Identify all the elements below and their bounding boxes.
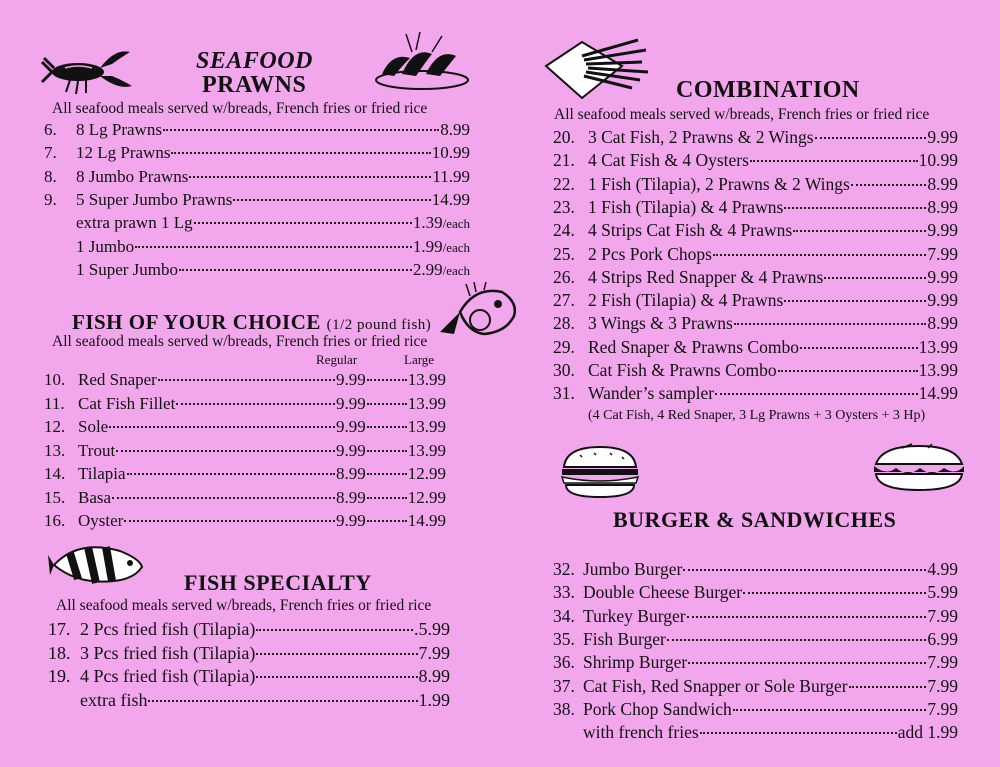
item-price <box>927 606 958 627</box>
dot-leader <box>256 629 413 631</box>
item-name: Shrimp Burger <box>583 652 688 673</box>
combination-item <box>553 383 958 406</box>
item-number: 25. <box>553 243 575 264</box>
price-value: 7.99 <box>927 675 958 696</box>
price-value: 9.99 <box>927 127 958 147</box>
combination-item <box>553 313 958 336</box>
combination-item <box>553 174 958 197</box>
price-value: 13.99 <box>918 360 958 380</box>
price-value: 7.99 <box>927 698 958 719</box>
lobster-icon <box>40 38 135 98</box>
price-regular: 9.99 <box>336 370 366 389</box>
item-number: 34. <box>553 605 575 626</box>
burgers-title: BURGER & SANDWICHES <box>613 507 897 532</box>
price-value: 8.99 <box>927 313 958 334</box>
item-price <box>919 337 958 358</box>
item-price <box>927 267 958 288</box>
item-name: Jumbo Burger <box>583 559 683 579</box>
item-price <box>927 313 958 334</box>
item-number: 36. <box>553 652 575 673</box>
dot-leader <box>733 709 927 711</box>
item-name: 4 Strips Red Snapper & 4 Prawns <box>588 266 824 287</box>
item-price <box>919 150 958 171</box>
burger-item <box>553 676 958 699</box>
item-number: 19. <box>48 666 71 686</box>
price-value: 8.99 <box>927 196 958 217</box>
item-name: 3 Wings & 3 Prawns <box>588 313 733 334</box>
price-value: .5.99 <box>414 619 450 639</box>
item-price <box>413 260 470 280</box>
item-number: 33. <box>553 582 575 603</box>
price-regular: 9.99 <box>336 440 366 460</box>
item-number: 14. <box>44 464 66 483</box>
price-value: 14.99 <box>918 383 958 404</box>
dot-leader <box>127 473 335 475</box>
price-unit: /each <box>442 239 470 255</box>
item-name: 1 Fish (Tilapia), 2 Prawns & 2 Wings <box>588 173 850 194</box>
price-value: 8.99 <box>440 120 470 139</box>
item-number: 35. <box>553 628 575 649</box>
price-value: 8.99 <box>418 666 450 686</box>
item-number: 23. <box>553 196 575 217</box>
fish-choice-item <box>44 417 446 440</box>
price-value: 1.99 <box>412 236 443 256</box>
item-name: 4 Pcs fried fish (Tilapia) <box>80 666 256 686</box>
item-number: 16. <box>44 511 66 530</box>
item-price <box>414 619 450 640</box>
dot-leader <box>171 152 430 154</box>
fish-choice-item <box>44 370 446 393</box>
item-number: 21. <box>553 150 575 171</box>
dot-leader <box>176 403 335 405</box>
price-large: 13.99 <box>407 370 446 389</box>
fish-choice-note: All seafood meals served w/breads, French fries or fried rice <box>52 333 428 350</box>
item-number: 20. <box>553 127 575 147</box>
item-name: Cat Fish & Prawns Combo <box>588 360 777 380</box>
combination-item <box>553 337 958 360</box>
item-number: 31. <box>553 383 575 404</box>
item-name: 1 Jumbo <box>76 236 135 256</box>
price-unit: /each <box>442 262 470 278</box>
dot-leader <box>734 323 927 325</box>
combination-note: All seafood meals served w/breads, French fries or fried rice <box>554 106 930 123</box>
dot-leader <box>778 370 918 372</box>
dot-leader <box>667 639 927 641</box>
dot-leader <box>367 450 407 452</box>
dot-leader <box>148 700 417 702</box>
item-number: 8. <box>44 166 57 186</box>
item-number: 32. <box>553 559 575 579</box>
dot-leader <box>700 732 897 734</box>
combination-title: COMBINATION <box>676 77 860 103</box>
dot-leader <box>784 300 926 302</box>
item-name: Trout <box>78 440 116 460</box>
price-value: 1.99 <box>418 689 450 710</box>
item-name: Cat Fish, Red Snapper or Sole Burger <box>583 675 848 696</box>
item-name: with french fries <box>583 722 699 743</box>
dot-leader <box>713 254 926 256</box>
price-value: 9.99 <box>927 220 958 241</box>
fish-choice-title: FISH OF YOUR CHOICE <box>72 310 321 334</box>
fish-choice-heading <box>72 310 431 335</box>
fish-specialty-item <box>48 643 450 666</box>
price-value: 11.99 <box>432 166 470 186</box>
item-price <box>927 559 958 580</box>
fish-specialty-note: All seafood meals served w/breads, French fries or fried rice <box>56 597 432 614</box>
item-price <box>927 652 958 673</box>
dot-leader <box>800 347 918 349</box>
item-number: 15. <box>44 487 66 507</box>
item-name: Wander’s sampler <box>588 383 715 404</box>
prawns-title: PRAWNS <box>202 72 307 98</box>
item-name: 4 Strips Cat Fish & 4 Prawns <box>588 220 793 241</box>
dot-leader <box>233 199 430 201</box>
fish-choice-item <box>44 441 446 464</box>
fish-specialty-item <box>48 666 450 689</box>
price-regular: 9.99 <box>336 393 366 413</box>
item-name: 3 Cat Fish, 2 Prawns & 2 Wings <box>588 127 814 147</box>
dot-leader <box>688 662 926 664</box>
item-name: Pork Chop Sandwich <box>583 698 732 719</box>
fish-choice-item <box>44 488 446 511</box>
item-price <box>927 244 958 265</box>
item-name: 12 Lg Prawns <box>76 143 171 163</box>
price-unit: /each <box>442 216 470 232</box>
item-price <box>419 643 451 664</box>
dot-leader <box>256 653 417 655</box>
price-large: 12.99 <box>407 487 446 507</box>
dot-leader <box>824 277 926 279</box>
dot-leader <box>112 497 335 499</box>
item-number: 37. <box>553 675 575 696</box>
seafood-item <box>44 260 470 283</box>
item-number: 18. <box>48 642 71 663</box>
item-number: 30. <box>553 360 575 380</box>
price-value: 9.99 <box>927 266 958 287</box>
dot-leader <box>367 497 407 499</box>
burger-item <box>553 652 958 675</box>
dot-leader <box>367 520 407 522</box>
dot-leader <box>815 137 927 139</box>
item-name: Oyster <box>78 511 124 530</box>
item-name: 1 Super Jumbo <box>76 259 178 279</box>
item-name: Double Cheese Burger <box>583 582 743 603</box>
dot-leader <box>367 426 407 428</box>
item-name: 3 Pcs fried fish (Tilapia) <box>80 642 256 663</box>
item-name: Tilapia <box>78 464 126 483</box>
price-value: 1.39 <box>412 213 443 233</box>
fish-specialty-item <box>48 619 450 642</box>
price-regular: 8.99 <box>336 464 366 483</box>
seafood-title: SEAFOOD <box>196 48 313 74</box>
col-large: Large <box>404 352 435 367</box>
dot-leader <box>189 176 431 178</box>
combination-item <box>553 197 958 220</box>
dot-leader <box>194 222 412 224</box>
price-value: 9.99 <box>927 290 958 311</box>
dot-leader <box>687 616 927 618</box>
item-name: Red Snaper & Prawns Combo <box>588 336 799 357</box>
fish-choice-item <box>44 511 446 534</box>
dot-leader <box>683 569 926 571</box>
price-value: 7.99 <box>927 243 958 264</box>
item-name: 2 Pcs Pork Chops <box>588 243 712 264</box>
item-price <box>927 629 958 650</box>
dot-leader <box>743 592 926 594</box>
item-price <box>927 676 958 697</box>
burger-item <box>553 606 958 629</box>
item-number: 6. <box>44 120 57 139</box>
price-regular: 8.99 <box>336 487 366 507</box>
dot-leader <box>124 520 335 522</box>
burger-item <box>553 629 958 652</box>
burger-item <box>553 559 958 582</box>
seafood-item <box>44 143 470 166</box>
item-name: 8 Jumbo Prawns <box>76 166 189 186</box>
price-value: 5.99 <box>927 582 958 603</box>
item-name: Cat Fish Fillet <box>78 393 176 413</box>
item-number: 22. <box>553 173 575 194</box>
item-number: 17. <box>48 619 71 639</box>
item-number: 29. <box>553 336 575 357</box>
item-number: 28. <box>553 313 575 334</box>
combination-item <box>553 150 958 173</box>
price-value: 7.99 <box>418 642 450 663</box>
dot-leader <box>109 426 335 428</box>
price-large: 14.99 <box>407 511 446 530</box>
item-price <box>432 190 470 210</box>
price-value: 8.99 <box>927 173 958 194</box>
item-name: 2 Fish (Tilapia) & 4 Prawns <box>588 290 784 311</box>
seafood-item <box>44 120 470 143</box>
combination-item <box>553 360 958 383</box>
item-number: 13. <box>44 440 66 460</box>
price-value: 14.99 <box>431 189 470 209</box>
fish-head-icon <box>440 282 520 340</box>
fish-choice-item <box>44 394 446 417</box>
dot-leader <box>849 686 927 688</box>
seafood-item <box>44 237 470 260</box>
dot-leader <box>367 379 407 381</box>
price-value: 13.99 <box>918 336 958 357</box>
item-name: Sole <box>78 417 109 436</box>
fish-specialty-item <box>48 690 450 713</box>
item-number: 38. <box>553 698 575 719</box>
item-price <box>927 699 958 720</box>
dot-leader <box>158 379 335 381</box>
combination-item <box>553 267 958 290</box>
col-regular: Regular <box>316 352 358 367</box>
burger-item <box>553 699 958 722</box>
item-name: 8 Lg Prawns <box>76 120 162 139</box>
dot-leader <box>135 246 412 248</box>
dot-leader <box>256 676 417 678</box>
dot-leader <box>784 207 926 209</box>
dot-leader <box>367 403 407 405</box>
fish-choice-title-note: (1/2 pound fish) <box>326 317 432 333</box>
item-number: 24. <box>553 220 575 241</box>
french-fries-icon <box>542 36 652 106</box>
item-name: 1 Fish (Tilapia) & 4 Prawns <box>588 196 784 217</box>
burger-item <box>553 722 958 745</box>
fish-choice-item <box>44 464 446 487</box>
item-name: Turkey Burger <box>583 605 686 626</box>
price-value: 6.99 <box>927 628 958 649</box>
item-name: extra fish <box>80 689 148 710</box>
seafood-item <box>44 190 470 213</box>
item-number: 7. <box>44 143 57 163</box>
item-name: Red Snaper <box>78 370 157 389</box>
seafood-item <box>44 213 470 236</box>
item-price <box>919 360 958 381</box>
prawns-plate-icon <box>372 30 472 92</box>
price-value: 2.99 <box>412 259 443 279</box>
item-name: 5 Super Jumbo Prawns <box>76 189 233 209</box>
combination-item <box>553 244 958 267</box>
item-number: 9. <box>44 189 57 209</box>
striped-fish-icon <box>48 535 146 591</box>
item-name: Fish Burger <box>583 628 666 649</box>
item-name: Basa <box>78 487 112 507</box>
price-value: 4.99 <box>927 559 958 579</box>
dot-leader <box>163 129 439 131</box>
sandwich-icon <box>872 442 966 494</box>
combination-item <box>553 220 958 243</box>
item-price <box>413 237 470 257</box>
item-price <box>927 174 958 195</box>
item-price <box>927 290 958 311</box>
item-name: 4 Cat Fish & 4 Oysters <box>588 150 749 171</box>
combination-item <box>553 290 958 313</box>
dot-leader <box>179 269 412 271</box>
item-price <box>927 582 958 603</box>
item-name: 2 Pcs fried fish (Tilapia) <box>80 619 256 639</box>
item-number: 12. <box>44 417 66 436</box>
dot-leader <box>793 230 926 232</box>
item-price <box>927 127 958 148</box>
seafood-item <box>44 167 470 190</box>
price-large: 12.99 <box>407 464 446 483</box>
combination-item <box>553 127 958 150</box>
item-price <box>919 383 958 404</box>
item-price <box>927 197 958 218</box>
item-number: 11. <box>44 393 65 413</box>
item-number: 10. <box>44 370 66 389</box>
item-price <box>440 120 470 140</box>
seafood-note: All seafood meals served w/breads, French fries or fried rice <box>52 100 428 117</box>
price-value: 10.99 <box>431 143 470 163</box>
item-number: 26. <box>553 266 575 287</box>
item-price <box>419 690 451 711</box>
price-value: add 1.99 <box>897 722 958 743</box>
fish-specialty-title: FISH SPECIALTY <box>184 570 372 595</box>
price-large: 13.99 <box>407 440 446 460</box>
price-value: 7.99 <box>927 652 958 673</box>
item-price <box>413 213 470 233</box>
item-price <box>898 722 958 743</box>
burger-item <box>553 582 958 605</box>
price-large: 13.99 <box>407 417 446 436</box>
price-value: 7.99 <box>927 605 958 626</box>
price-large: 13.99 <box>407 393 446 413</box>
dot-leader <box>116 450 335 452</box>
price-value: 10.99 <box>918 150 958 171</box>
item-price <box>927 220 958 241</box>
price-regular: 9.99 <box>336 511 366 530</box>
item-price <box>432 143 470 163</box>
burger-icon <box>560 445 640 499</box>
item-price <box>419 666 451 687</box>
sampler-note: (4 Cat Fish, 4 Red Snaper, 3 Lg Prawns + 3 Oysters + 3 Hp) <box>588 408 926 423</box>
price-regular: 9.99 <box>336 417 366 436</box>
dot-leader <box>715 393 918 395</box>
item-name: extra prawn 1 Lg <box>76 213 193 233</box>
item-price <box>432 167 470 187</box>
item-number: 27. <box>553 290 575 311</box>
dot-leader <box>750 160 918 162</box>
dot-leader <box>851 184 927 186</box>
dot-leader <box>367 473 407 475</box>
